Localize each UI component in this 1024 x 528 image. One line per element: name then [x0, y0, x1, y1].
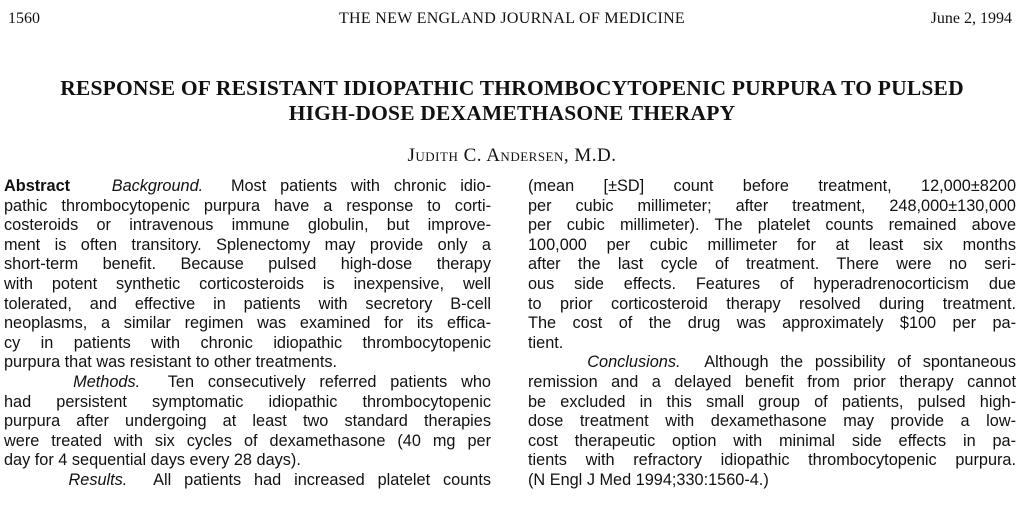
- citation: (N Engl J Med 1994;330:1560-4.): [528, 470, 769, 489]
- journal-name: THE NEW ENGLAND JOURNAL OF MEDICINE: [338, 10, 686, 27]
- abstract-line: purpura after undergoing at least two standard therapies: [4, 412, 491, 431]
- page-number: 1560: [8, 10, 40, 27]
- conclusions-heading: Conclusions.: [587, 353, 681, 372]
- abstract-line: with potent synthetic corticosteroids is inexpensive, well: [4, 274, 491, 293]
- abstract-text: Most patients with chronic idio-: [230, 177, 491, 195]
- abstract-line: purpura that was resistant to other treatments.: [4, 353, 338, 372]
- abstract-line: pathic thrombocytopenic purpura have a response to corti-: [4, 196, 491, 215]
- abstract-line: had persistent symptomatic idiopathic thrombocytopenic: [4, 392, 491, 411]
- abstract-line: after the last cycle of treatment. There were no seri-: [528, 255, 1016, 274]
- abstract-line: ment is often transitory. Splenectomy may provide only a: [4, 235, 491, 254]
- abstract-line: [4, 471, 491, 491]
- abstract-line: to prior corticosteroid therapy resolved during treatment.: [528, 294, 1016, 313]
- abstract-line: per cubic millimeter). The platelet counts remained above: [528, 216, 1016, 235]
- abstract-line: day for 4 sequential days every 28 days).: [4, 451, 301, 470]
- abstract-line: tients with refractory idiopathic thrombocytopenic purpura.: [528, 451, 1016, 470]
- abstract-line: (mean [±SD] count before treatment, 12,000±8200: [528, 177, 1016, 195]
- abstract-line: The cost of the drug was approximately $100 per pa-: [528, 314, 1016, 333]
- abstract-line: [4, 177, 491, 197]
- abstract-line: costeroids or intravenous immune globulin, but improve-: [4, 216, 491, 235]
- abstract-line: tolerated, and effective in patients with secretory B-cell: [4, 294, 491, 313]
- abstract-line: short-term benefit. Because pulsed high-dose therapy: [4, 255, 491, 274]
- author-byline: Judith C. Andersen, M.D.: [407, 145, 617, 166]
- abstract-line: neoplasms, a similar regimen was examined for its effica-: [4, 314, 491, 333]
- abstract-text: Ten consecutively referred patients who: [167, 372, 491, 391]
- background-heading: Background.: [111, 177, 204, 195]
- abstract-line: cy in patients with chronic idiopathic thrombocytopenic: [4, 333, 491, 352]
- abstract-line: cost therapeutic option with minimal side effects in pa-: [528, 431, 1016, 450]
- abstract-line: ous side effects. Features of hyperadrenocorticism due: [528, 274, 1016, 293]
- title-line-1: RESPONSE OF RESISTANT IDIOPATHIC THROMBOCYTOPENIC PURPURA TO PULSED: [60, 76, 964, 100]
- abstract-line: be excluded in this small group of patients, pulsed high-: [528, 392, 1016, 411]
- abstract-line: [4, 373, 491, 393]
- abstract-label: Abstract: [4, 177, 71, 195]
- abstract-text: Although the possibility of spontaneous: [704, 353, 1016, 372]
- abstract-line: remission and a delayed benefit from prior therapy cannot: [528, 372, 1016, 391]
- issue-date: June 2, 1994: [930, 10, 1012, 27]
- abstract-text: All patients had increased platelet counts: [153, 470, 491, 489]
- abstract-line: dose treatment with dexamethasone may provide a low-: [528, 412, 1016, 431]
- methods-heading: Methods.: [73, 372, 141, 391]
- abstract-right-column: [528, 177, 1016, 491]
- running-header: [0, 10, 1024, 34]
- title-line-2: HIGH-DOSE DEXAMETHASONE THERAPY: [288, 101, 736, 125]
- abstract-line: tient.: [528, 333, 564, 352]
- abstract-line: 100,000 per cubic millimeter for at least six months: [528, 235, 1016, 254]
- abstract-line: [528, 353, 1016, 373]
- results-heading: Results.: [68, 470, 128, 489]
- abstract-line: were treated with six cycles of dexamethasone (40 mg per: [4, 431, 491, 450]
- article-title: [0, 76, 1024, 126]
- abstract-left-column: [4, 177, 491, 491]
- abstract-line: per cubic millimeter; after treatment, 248,000±130,000: [528, 196, 1016, 215]
